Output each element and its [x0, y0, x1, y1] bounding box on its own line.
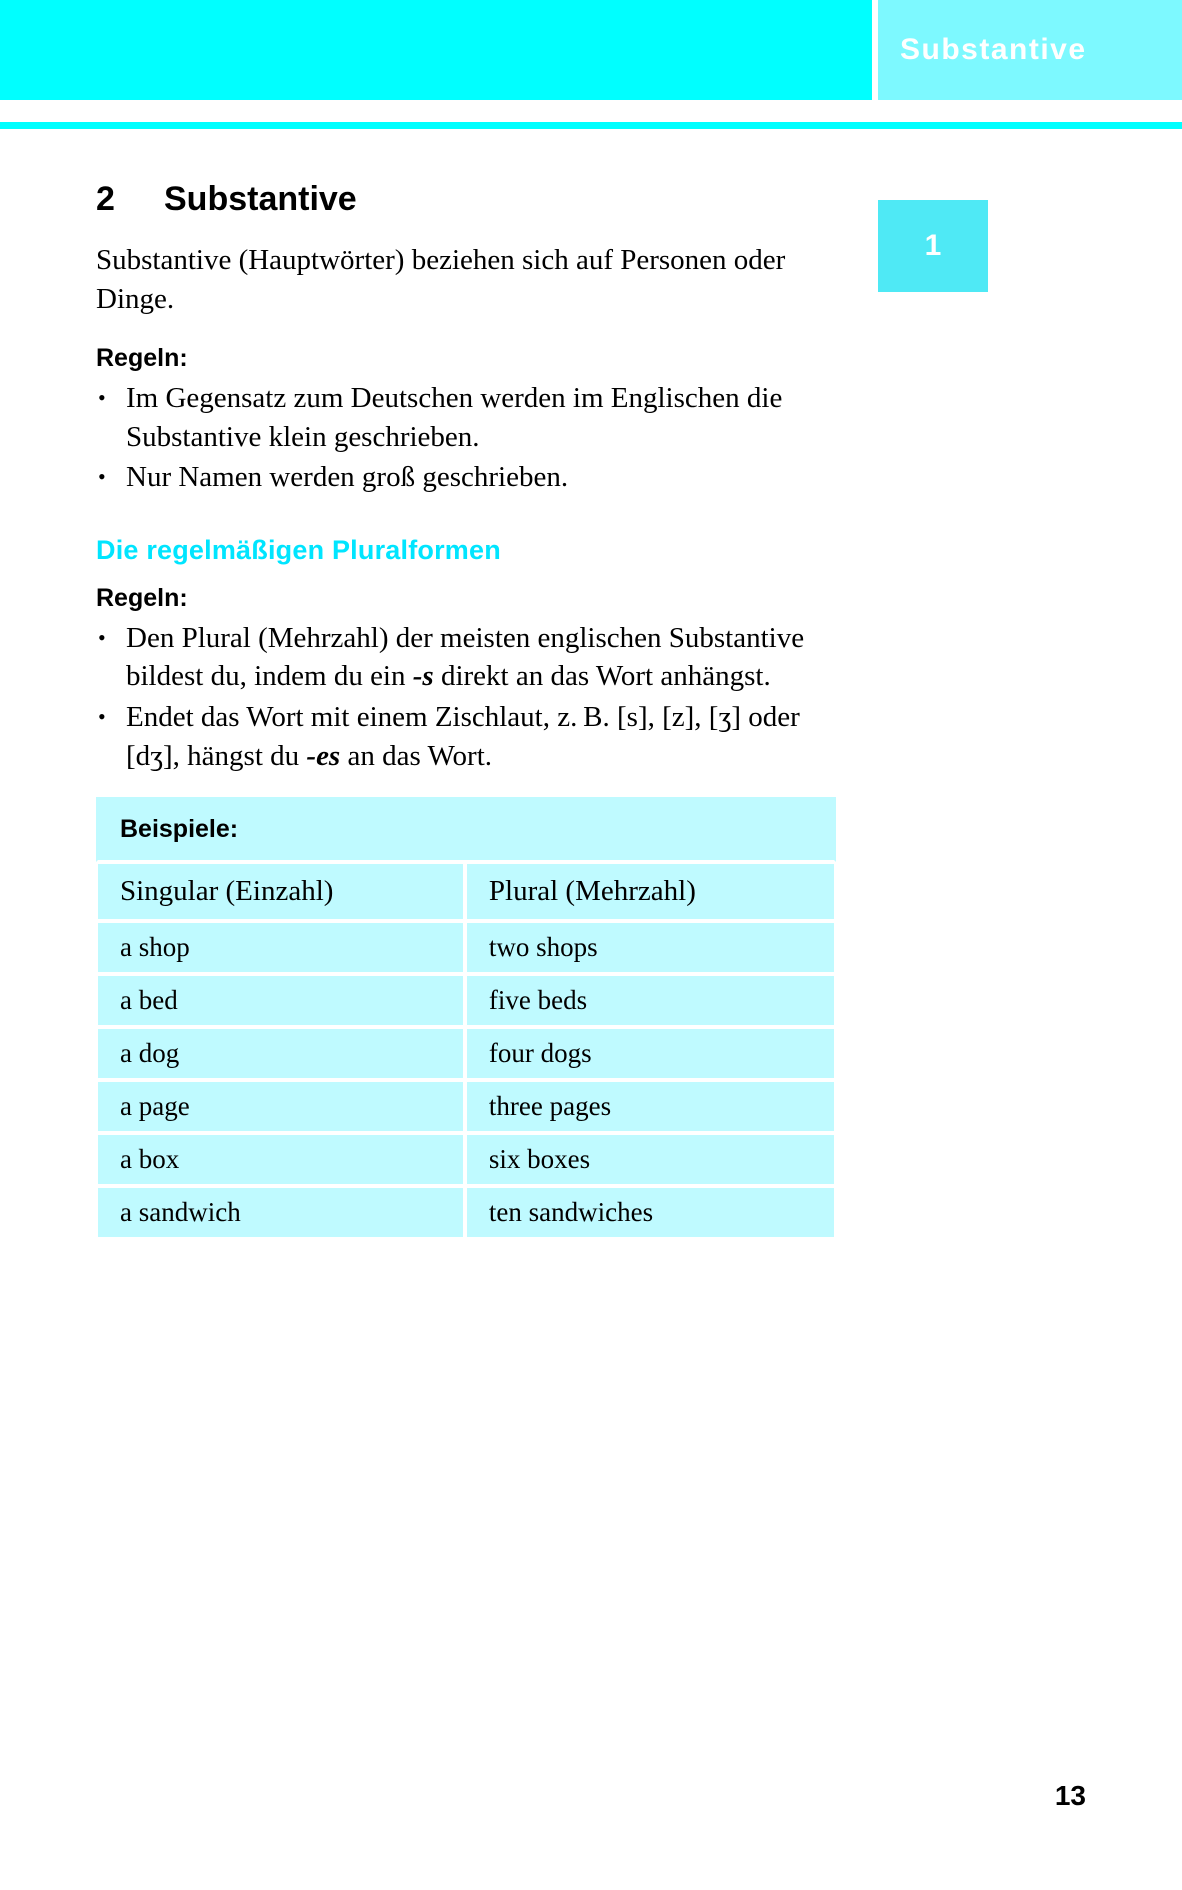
header-band-right: [878, 0, 1182, 100]
rules-list-1: [96, 379, 842, 497]
table-caption-row: [96, 797, 836, 862]
rules-label-1: Regeln:: [96, 344, 188, 373]
header-divider-rule: [0, 122, 1182, 129]
table-header-row: [96, 862, 836, 921]
cell-plural: ten sandwiches: [465, 1186, 836, 1239]
cell-singular: a page: [96, 1080, 465, 1133]
rule-emphasis: -es: [306, 739, 341, 772]
section-number: 2: [96, 180, 115, 218]
chapter-tab-label: 1: [924, 229, 942, 262]
list-item: [96, 698, 842, 775]
cell-singular: a bed: [96, 974, 465, 1027]
cell-plural: six boxes: [465, 1133, 836, 1186]
rules-list-2: [96, 619, 842, 775]
examples-table: [96, 797, 836, 1239]
list-item: • Im Gegensatz zum Deutschen werden im Englischen die Substantive klein geschrieben.: [96, 379, 842, 456]
rule-text-prefix: Den Plural (Mehrzahl) der meisten englischen Substantive bildest du, indem du ein: [126, 621, 805, 693]
table-row: [96, 1027, 836, 1080]
header-band-left: [0, 0, 872, 100]
rules-label-2: Regeln:: [96, 583, 188, 612]
section-intro-paragraph: Substantive (Hauptwörter) beziehen sich auf Personen oder Dinge.: [96, 244, 786, 315]
cell-singular: a dog: [96, 1027, 465, 1080]
rule-text-suffix: direkt an das Wort anhängst.: [433, 660, 771, 693]
table-row: [96, 974, 836, 1027]
cell-singular: a box: [96, 1133, 465, 1186]
chapter-tab: [878, 200, 988, 292]
subsection-title: Die regelmäßigen Pluralformen: [96, 534, 501, 565]
rule-emphasis: -s: [412, 660, 434, 693]
table-row: [96, 1080, 836, 1133]
table-row: [96, 1133, 836, 1186]
cell-singular: a shop: [96, 921, 465, 974]
cell-plural: two shops: [465, 921, 836, 974]
page-header: [0, 0, 1182, 100]
column-header-singular: Singular (Einzahl): [96, 862, 465, 921]
list-item: [96, 619, 842, 696]
table-row: [96, 921, 836, 974]
page-title: [96, 180, 842, 219]
cell-plural: four dogs: [465, 1027, 836, 1080]
cell-singular: a sandwich: [96, 1186, 465, 1239]
column-header-plural: Plural (Mehrzahl): [465, 862, 836, 921]
table-caption: Beispiele:: [96, 797, 836, 862]
section-title: Substantive: [164, 180, 357, 218]
page-content: [96, 180, 842, 1239]
rule-text-prefix: Endet das Wort mit einem Zischlaut, z. B. [s], [z], [ʒ] oder [dʒ], hängst du: [126, 700, 800, 772]
table-row: [96, 1186, 836, 1239]
rule-text-suffix: an das Wort.: [340, 739, 493, 772]
running-header-title: Substantive: [900, 33, 1087, 66]
list-item: • Nur Namen werden groß geschrieben.: [96, 458, 842, 497]
cell-plural: five beds: [465, 974, 836, 1027]
page-number: 13: [1054, 1780, 1086, 1811]
cell-plural: three pages: [465, 1080, 836, 1133]
